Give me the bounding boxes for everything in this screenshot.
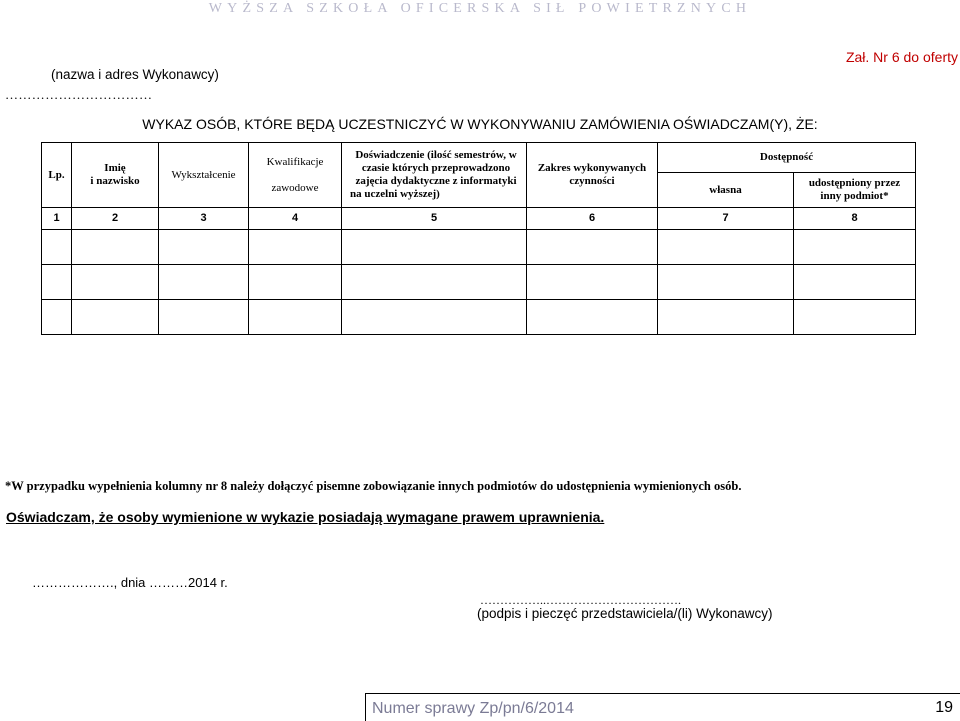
- declaration: Oświadczam, że osoby wymienione w wykazie posiadają wymagane prawem uprawnienia.: [6, 509, 605, 525]
- table-cell[interactable]: [42, 265, 72, 300]
- table-cell[interactable]: [527, 300, 658, 335]
- table-cell[interactable]: [342, 265, 527, 300]
- table-cell[interactable]: [249, 300, 342, 335]
- table-cell[interactable]: [72, 230, 159, 265]
- date-line: ………………., dnia ………2014 r.: [32, 575, 228, 590]
- table-row: [42, 300, 916, 335]
- header-provided: [794, 173, 916, 208]
- table-cell[interactable]: [527, 230, 658, 265]
- table-cell[interactable]: [159, 230, 249, 265]
- table-row: [42, 265, 916, 300]
- column-number: 6: [527, 208, 658, 230]
- column-number: 2: [72, 208, 159, 230]
- table-cell[interactable]: [527, 265, 658, 300]
- header-education: Wykształcenie: [159, 143, 249, 208]
- column-number: 8: [794, 208, 916, 230]
- table-cell[interactable]: [72, 300, 159, 335]
- table-cell[interactable]: [794, 265, 916, 300]
- header-provided-line2: inny podmiot*: [820, 190, 889, 202]
- header-lp: Lp.: [42, 143, 72, 208]
- contractor-label: (nazwa i adres Wykonawcy): [51, 67, 219, 82]
- table-cell[interactable]: [658, 230, 794, 265]
- signature-dots: ……………..…………………………….: [480, 593, 681, 607]
- institution-header: WYŻSZA SZKOŁA OFICERSKA SIŁ POWIETRZNYCH: [208, 1, 752, 16]
- column-number: 7: [658, 208, 794, 230]
- header-name: [72, 143, 159, 208]
- header-qual-line2: zawodowe: [271, 181, 319, 194]
- header-own: własna: [658, 173, 794, 208]
- table-cell[interactable]: [72, 265, 159, 300]
- table-cell[interactable]: [342, 300, 527, 335]
- table-cell[interactable]: [794, 230, 916, 265]
- signature-label: (podpis i pieczęć przedstawiciela/(li) Wykonawcy): [477, 606, 773, 621]
- attachment-label: Zał. Nr 6 do oferty: [845, 49, 958, 65]
- table-cell[interactable]: [342, 230, 527, 265]
- table-cell[interactable]: [794, 300, 916, 335]
- header-availability: Dostępność: [658, 143, 916, 173]
- header-scope: [527, 143, 658, 208]
- case-number: Numer sprawy Zp/pn/6/2014: [372, 700, 574, 717]
- table-cell[interactable]: [159, 265, 249, 300]
- column-number: 3: [159, 208, 249, 230]
- page-number: 19: [935, 699, 953, 716]
- header-name-line2: i nazwisko: [90, 175, 140, 187]
- column-number: 4: [249, 208, 342, 230]
- table-cell[interactable]: [658, 300, 794, 335]
- table-cell[interactable]: [42, 300, 72, 335]
- table-cell[interactable]: [658, 265, 794, 300]
- header-scope-line2: czynności: [569, 175, 615, 187]
- table-cell[interactable]: [249, 265, 342, 300]
- column-number: 1: [42, 208, 72, 230]
- table-row: [42, 230, 916, 265]
- header-scope-line1: Zakres wykonywanych: [537, 162, 647, 174]
- contractor-dots: ……………………………: [5, 87, 153, 102]
- header-name-line1: Imię: [104, 162, 126, 174]
- header-qualifications: [249, 143, 342, 208]
- column-number: 5: [342, 208, 527, 230]
- document-title: WYKAZ OSÓB, KTÓRE BĘDĄ UCZESTNICZYĆ W WYKONYWANIU ZAMÓWIENIA OŚWIADCZAM(Y), ŻE:: [142, 116, 818, 132]
- footnote: *W przypadku wypełnienia kolumny nr 8 należy dołączyć pisemne zobowiązanie innych podmiotów do udostępnienia wymienionych osób.: [5, 479, 742, 493]
- personnel-table: [41, 142, 916, 335]
- table-cell[interactable]: [159, 300, 249, 335]
- header-qual-line1: Kwalifikacje: [266, 155, 324, 168]
- header-experience: Doświadczenie (ilość semestrów, w czasie których przeprowadzono zajęcia dydaktyczne z informatyki na uczelni wyższej): [342, 143, 527, 208]
- header-provided-line1: udostępniony przez: [808, 177, 901, 189]
- table-cell[interactable]: [249, 230, 342, 265]
- table-cell[interactable]: [42, 230, 72, 265]
